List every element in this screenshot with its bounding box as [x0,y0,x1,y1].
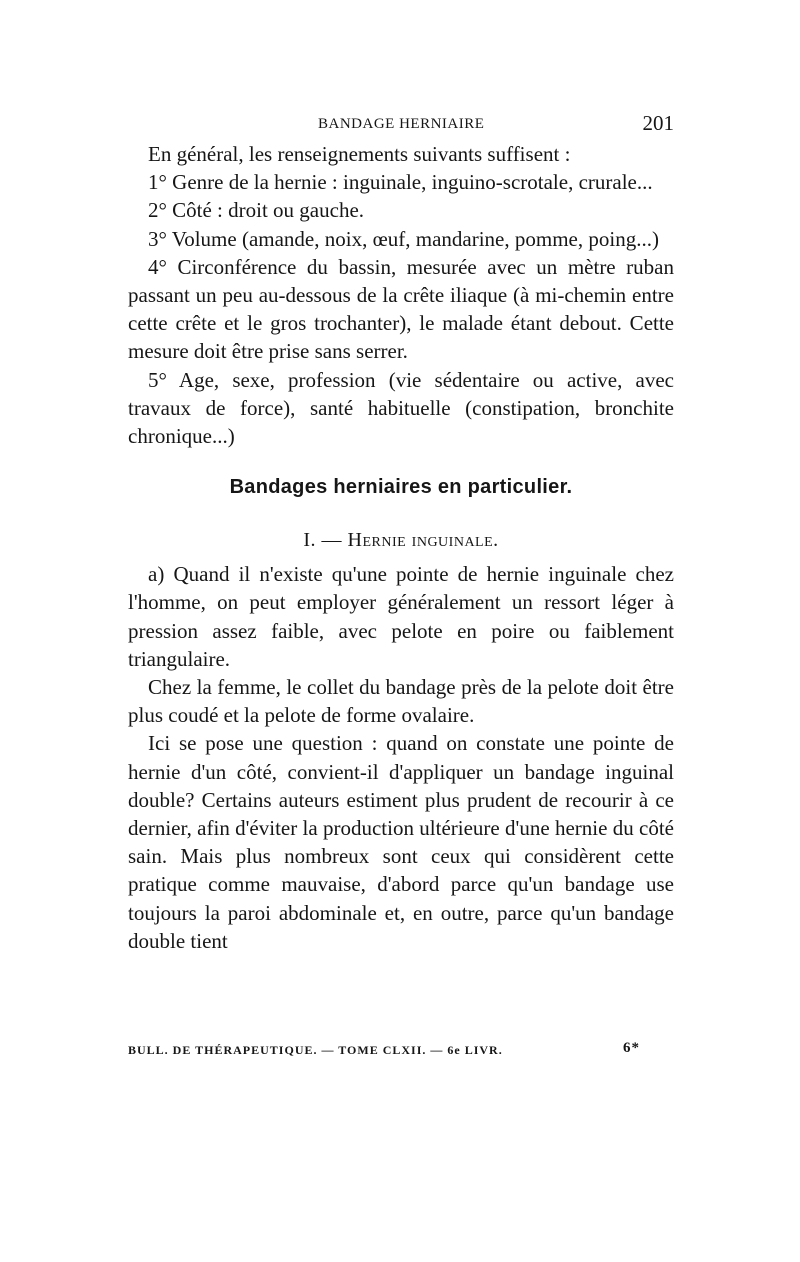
list-item: 2° Côté : droit ou gauche. [148,198,365,223]
list-item: 3° Volume (amande, noix, œuf, mandarine, pomme, poing...) [148,226,659,251]
body-block [128,560,674,955]
list-item: 1° Genre de la hernie : inguinale, inguino-scrotale, crurale... [148,170,653,195]
paragraph: Chez la femme, le collet du bandage près de la pelote doit être plus coudé et la pelote de forme ovalaire. [128,675,674,728]
page-number: 201 [642,111,674,135]
signature-mark: 6* [623,1040,640,1056]
subsection-title: Hernie inguinale. [347,529,499,552]
list-item: 5° Age, sexe, profession (vie sédentaire ou active, avec travaux de force), santé habituelle (constipation, bronchite chronique...) [128,367,674,449]
footer-text: BULL. DE THÉRAPEUTIQUE. — TOME CLXII. — 6e LIVR. [128,1043,503,1057]
subsection-heading [128,529,674,552]
section-heading: Bandages herniaires en particulier. [229,476,573,499]
page [128,108,674,1057]
paragraph: a) Quand il n'existe qu'une pointe de hernie inguinale chez l'homme, on peut employer généralement un ressort léger à pression assez faible, avec pelote en poire ou faiblement triangulaire. [128,562,674,671]
paragraph: En général, les renseignements suivants suffisent : [148,142,571,166]
list-item: 4° Circonférence du bassin, mesurée avec un mètre ruban passant un peu au-dessous de la crête iliaque (à mi-chemin entre cette crête et le gros trochanter), le malade étant debout. Cette mesure doit être prise sans serrer. [128,254,674,364]
paragraph: Ici se pose une question : quand on constate une pointe de hernie d'un côté, convient-il d'appliquer un bandage inguinal double? Certains auteurs estiment plus prudent de recourir à ce dernier, afin d'éviter la production ultérieure d'une hernie du côté sain. Mais plus nombreux sont ceux qui considèrent cette pratique comme mauvaise, d'abord parce qu'un bandage use toujours la paroi abdominale et, en outre, parce qu'un bandage double tient [128,731,674,953]
running-title: BANDAGE HERNIAIRE [318,116,485,132]
page-footer [128,1040,674,1058]
running-head [128,108,674,140]
intro-block [128,140,674,450]
subsection-number: I. — [303,529,343,552]
